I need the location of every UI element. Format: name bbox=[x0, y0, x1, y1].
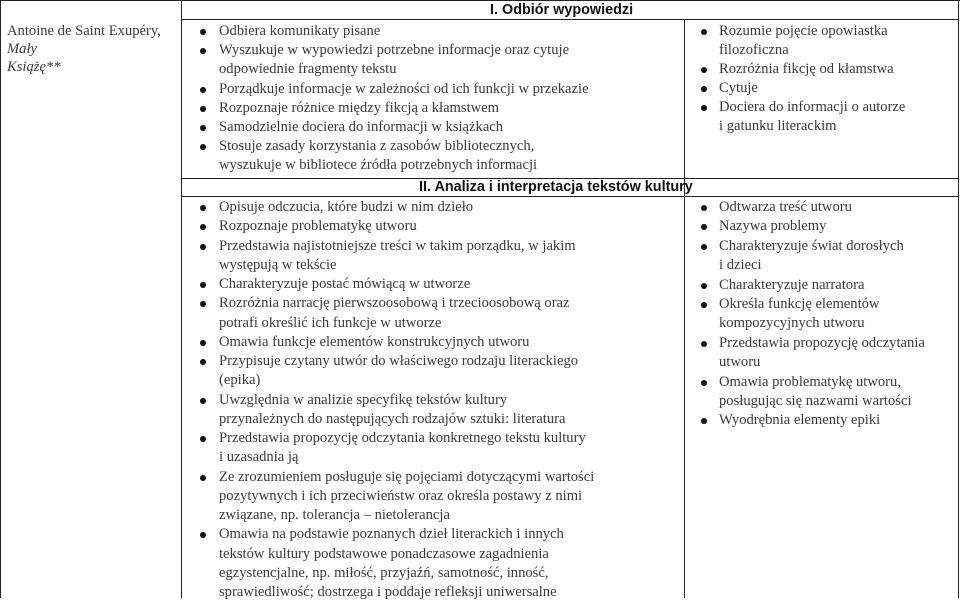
book-title-line2: Książę** bbox=[7, 59, 61, 75]
section2-left-bullet bbox=[200, 532, 206, 538]
section2-left-item-text: występują w tekście bbox=[219, 256, 337, 273]
section1-right-item-text: Dociera do informacji o autorze bbox=[719, 99, 906, 115]
section2-right-item-text: Wyodrębnia elementy epiki bbox=[719, 412, 881, 429]
section2-left-item-text: związane, np. tolerancja – nietolerancja bbox=[219, 507, 450, 523]
section2-right-bullet bbox=[701, 302, 707, 308]
section2-left-item-text: egzystencjalne, np. miłość, przyjaźń, samotność, inność, bbox=[219, 564, 549, 581]
section1-title-underline bbox=[181, 19, 959, 20]
section2-left-bullet bbox=[200, 205, 206, 211]
section1-title: I. Odbiór wypowiedzi bbox=[490, 2, 634, 18]
book-title bbox=[7, 40, 179, 58]
section2-title: II. Analiza i interpretacja tekstów kultury bbox=[419, 179, 693, 195]
section1-left-item-text: Wyszukuje w wypowiedzi potrzebne informacje oraz cytuje bbox=[219, 42, 570, 59]
section2-left-item-text: Rozróżnia narrację pierwszoosobową i trzecioosobową oraz bbox=[219, 295, 570, 312]
book-cell bbox=[7, 22, 179, 76]
section2-left-bullet bbox=[200, 224, 206, 230]
section2-right-bullet bbox=[701, 341, 707, 347]
section2-right-bullet bbox=[701, 418, 707, 424]
section2-right-item-text: Określa funkcję elementów bbox=[719, 296, 880, 312]
section2-left-bullet bbox=[200, 244, 206, 250]
section1-right-bullet bbox=[701, 86, 707, 92]
section2-left-item-text: Omawia funkcje elementów konstrukcyjnych utworu bbox=[219, 333, 530, 350]
section2-right-item-text: Przedstawia propozycję odczytania bbox=[719, 334, 925, 351]
section2-left-item-text: Przedstawia najistotniejsze treści w takim porządku, w jakim bbox=[219, 237, 576, 254]
section2-right-item-text: i dzieci bbox=[719, 257, 762, 274]
section2-right-item-text: Charakteryzuje narratora bbox=[719, 276, 865, 293]
section1-right-item-text: i gatunku literackim bbox=[719, 118, 837, 134]
section1-left-item-text: Odbiera komunikaty pisane bbox=[219, 23, 381, 39]
section1-left-bullet bbox=[200, 87, 206, 93]
section1-left-item-text: Stosuje zasady korzystania z zasobów bibliotecznych, bbox=[219, 138, 535, 155]
section2-left-item-text: tekstów kultury podstawowe ponadczasowe zagadnienia bbox=[219, 545, 549, 562]
section1-left-item-text: wyszukuje w bibliotece źródła potrzebnych informacji bbox=[219, 157, 538, 174]
section1-left-bullet bbox=[200, 144, 206, 150]
section2-right-item-text: Omawia problematykę utworu, bbox=[719, 373, 901, 390]
column-divider-book bbox=[181, 0, 182, 598]
section2-right-bullet bbox=[701, 205, 707, 211]
section2-right-item-text: Odtwarza treść utworu bbox=[719, 199, 852, 215]
section2-left-item-text: Omawia na podstawie poznanych dzieł literackich i innych bbox=[219, 526, 564, 543]
section1-right-item-text: filozoficzna bbox=[719, 42, 789, 58]
book-title-line1: Mały bbox=[7, 41, 37, 57]
section1-right-item-text: Rozróżnia fikcję od kłamstwa bbox=[719, 61, 894, 77]
section2-left-item-text: Charakteryzuje postać mówiącą w utworze bbox=[219, 276, 471, 292]
section2-right-bullet bbox=[701, 224, 707, 230]
section2-left-item-text: sprawiedliwość; dostrzega i poddaje refleksji uniwersalne bbox=[219, 584, 557, 600]
section2-left-item-text: i uzasadnia ją bbox=[219, 449, 299, 466]
section2-right-item-text: posługując się nazwami wartości bbox=[719, 393, 912, 409]
section1-right-item-text: Rozumie pojęcie opowiastka bbox=[719, 23, 888, 39]
section2-right-item-text: Charakteryzuje świat dorosłych bbox=[719, 237, 904, 254]
section2-left-item-text: Ze zrozumieniem posługuje się pojęciami dotyczącymi wartości bbox=[219, 468, 595, 485]
section2-right-item-text: kompozycyjnych utworu bbox=[719, 315, 865, 332]
book-title-2 bbox=[7, 58, 179, 76]
section2-left-bullet bbox=[200, 398, 206, 404]
section2-left-item-text: przynależnych do następujących rodzajów sztuki: literatura bbox=[219, 410, 566, 427]
section1-left-bullet bbox=[200, 29, 206, 35]
section2-left-item-text: (epika) bbox=[219, 372, 261, 389]
section2-left-item-text: Przypisuje czytany utwór do właściwego rodzaju literackiego bbox=[219, 353, 579, 369]
section1-left-item-text: Rozpoznaje różnice między fikcją a kłamstwem bbox=[219, 99, 500, 116]
section1-right-bullet bbox=[701, 29, 707, 35]
section2-left-bullet bbox=[200, 301, 206, 307]
section1-left-item-text: odpowiednie fragmenty tekstu bbox=[219, 61, 397, 78]
section2-right-item-text: Nazywa problemy bbox=[719, 218, 827, 235]
section2-right-bullet bbox=[701, 380, 707, 386]
section1-right-item-text: Cytuje bbox=[719, 80, 758, 96]
section2-right-bullet bbox=[701, 283, 707, 289]
section2-left-bullet bbox=[200, 282, 206, 288]
section1-right-bullet bbox=[701, 67, 707, 73]
section2-left-item-text: Przedstawia propozycję odczytania konkretnego tekstu kultury bbox=[219, 430, 586, 446]
section1-left-bullet bbox=[200, 106, 206, 112]
section2-left-item-text: Opisuje odczucia, które budzi w nim dzieło bbox=[219, 199, 474, 215]
section2-title-underline bbox=[181, 196, 959, 197]
section2-right-bullet bbox=[701, 244, 707, 250]
table-border-top bbox=[0, 0, 960, 1]
section2-left-bullet bbox=[200, 359, 206, 365]
section1-left-bullet bbox=[200, 125, 206, 131]
section1-right-bullet bbox=[701, 105, 707, 111]
section2-left-bullet bbox=[200, 475, 206, 481]
section1-left-item-text: Porządkuje informacje w zależności od ich funkcji w przekazie bbox=[219, 80, 589, 97]
section2-left-bullet bbox=[200, 436, 206, 442]
section2-left-item-text: pozytywnych i ich przeciwieństw oraz określa postawy z nimi bbox=[219, 487, 583, 504]
table-border-right bbox=[958, 0, 959, 598]
section1-left-item-text: Samodzielnie dociera do informacji w książkach bbox=[219, 119, 504, 135]
section2-left-bullet bbox=[200, 340, 206, 346]
section2-left-item-text: Uwzględnia w analizie specyfikę tekstów kultury bbox=[219, 391, 508, 408]
section2-left-item-text: Rozpoznaje problematykę utworu bbox=[219, 218, 417, 235]
section1-left-bullet bbox=[200, 48, 206, 54]
book-author: Antoine de Saint Exupéry, bbox=[7, 23, 161, 39]
table-border-left bbox=[0, 0, 1, 598]
section2-right-item-text: utworu bbox=[719, 354, 761, 371]
column-divider-middle bbox=[684, 20, 685, 598]
section2-left-item-text: potrafi określić ich funkcje w utworze bbox=[219, 314, 442, 331]
